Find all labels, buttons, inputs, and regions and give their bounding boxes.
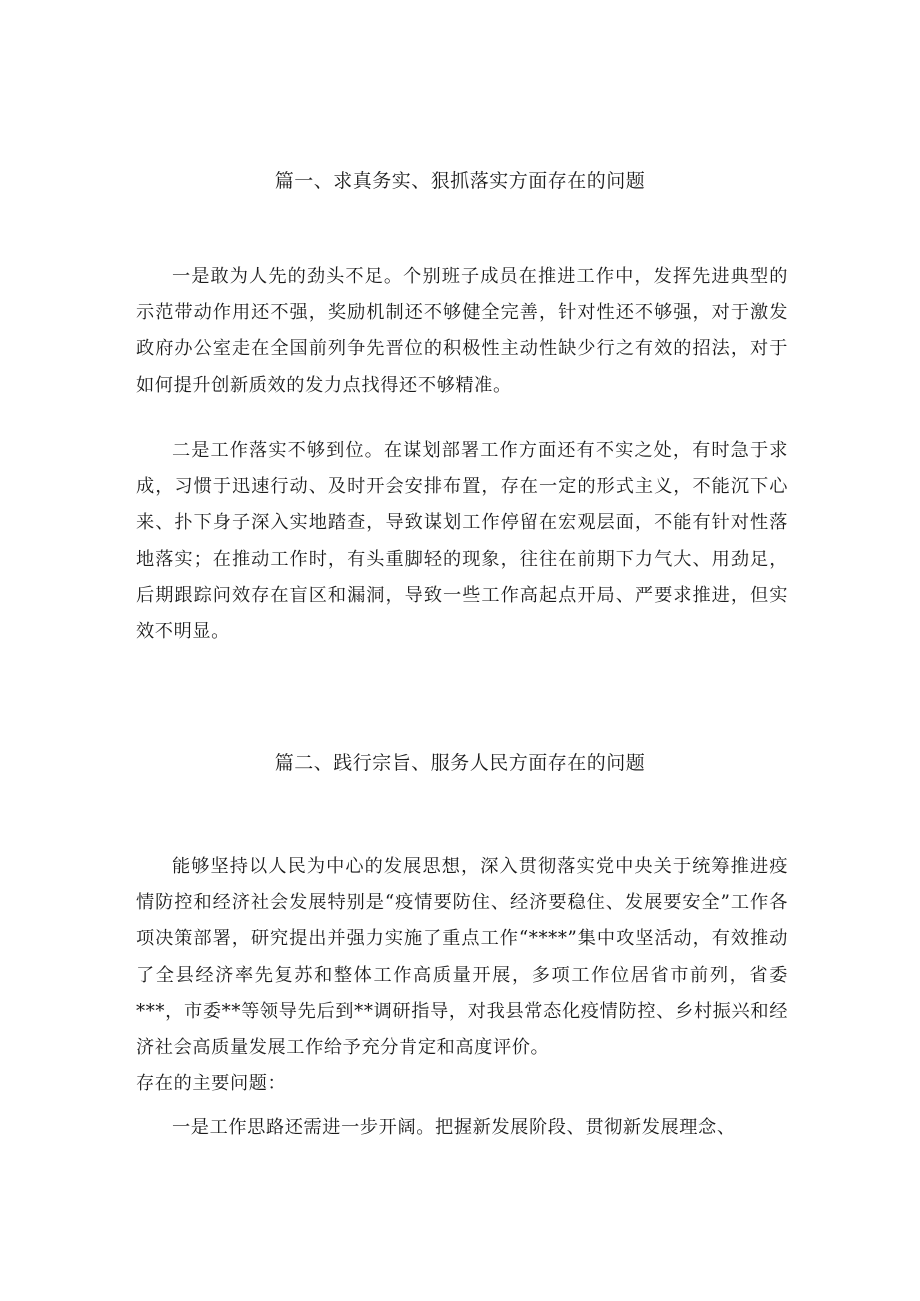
section-2-paragraph-1: 能够坚持以人民为中心的发展思想，深入贯彻落实党中央关于统筹推进疫情防控和经济社会发展特别是“疫情要防住、经济要稳住、发展要安全”工作各项决策部署，研究提出并强力实施了重点工作“****”集中攻坚活动，有效推动了全县经济率先复苏和整体工作高质量开展，多项工作位居省市前列，省委***，市委**等领导先后到**调研指导，对我县常态化疫情防控、乡村振兴和经济社会高质量发展工作给予充分肯定和高度评价。 xyxy=(136,856,788,1059)
section-2-heading: 篇二、践行宗旨、服务人民方面存在的问题 xyxy=(274,752,646,774)
section-1-paragraph-1: 一是敢为人先的劲头不足。个别班子成员在推进工作中，发挥先进典型的示范带动作用还不强，奖励机制还不够健全完善，针对性还不够强，对于激发政府办公室走在全国前列争先晋位的积极性主动性缺少行之有效的招法，对于如何提升创新质效的发力点找得还不够精准。 xyxy=(136,266,788,396)
section-2-paragraph-3: 一是工作思路还需进一步开阔。把握新发展阶段、贯彻新发展理念、 xyxy=(172,1117,736,1138)
section-1-paragraph-2: 二是工作落实不够到位。在谋划部署工作方面还有不实之处，有时急于求成，习惯于迅速行动、及时开会安排布置，存在一定的形式主义，不能沉下心来、扑下身子深入实地踏查，导致谋划工作停留在宏观层面，不能有针对性落地落实；在推动工作时，有头重脚轻的现象，往往在前期下力气大、用劲足，后期跟踪问效存在盲区和漏洞，导致一些工作高起点开局、严要求推进，但实效不明显。 xyxy=(136,440,788,643)
section-1-heading: 篇一、求真务实、狠抓落实方面存在的问题 xyxy=(274,170,646,192)
section-2-paragraph-2: 存在的主要问题： xyxy=(136,1073,287,1094)
